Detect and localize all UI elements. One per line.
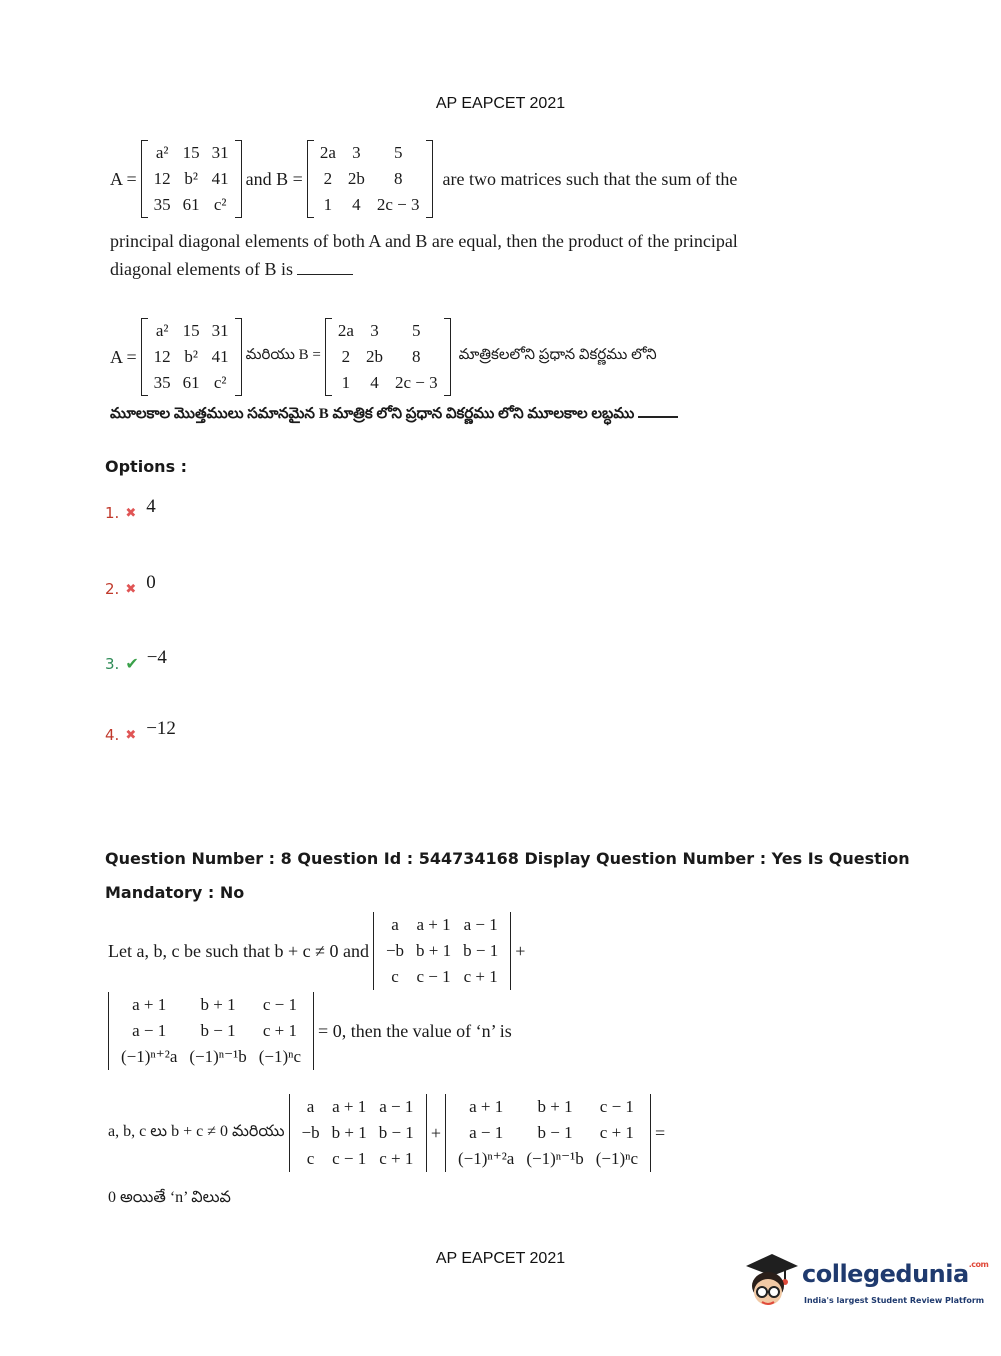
q8-tail: = 0, then the value of ‘n’ is (318, 1020, 512, 1041)
matrix-cell: −b (385, 941, 405, 960)
option-2-value: 0 (146, 572, 156, 593)
matrix-cell: 15 (182, 143, 200, 162)
matrix-cell: 61 (182, 373, 200, 392)
matrix-cell: 2a (337, 321, 354, 340)
brand-name: collegedunia (802, 1260, 969, 1288)
matrix-cell: 2c − 3 (376, 195, 420, 214)
matrix-cell: 3 (370, 321, 379, 340)
matrix-cell: a (391, 915, 399, 934)
matrix-cell: 2a (319, 143, 336, 162)
brand-suffix: .com (968, 1260, 989, 1269)
matrix-cell: 8 (412, 347, 421, 366)
matrix-cell: 8 (393, 169, 403, 188)
matrix-cell: 35 (153, 373, 171, 392)
matrix-a (141, 140, 242, 218)
matrix-cell: 41 (211, 169, 229, 188)
question-8-english (108, 912, 808, 1070)
and-b-label: and B = (245, 168, 303, 189)
matrix-cell: a − 1 (132, 1021, 167, 1040)
mascot-icon (742, 1252, 802, 1314)
option-1 (105, 492, 156, 522)
wrong-icon: ✖ (125, 505, 137, 521)
matrix-cell: c² (213, 195, 227, 214)
matrix-cell: 12 (153, 347, 171, 366)
matrix-cell: a − 1 (379, 1097, 414, 1116)
matrix-cell: c + 1 (262, 1021, 297, 1040)
determinant-2 (108, 992, 314, 1070)
matrix-cell: 15 (182, 321, 200, 340)
matrix-a-label: A = (110, 168, 137, 189)
matrix-cell: b + 1 (537, 1097, 573, 1116)
matrix-cell: 41 (211, 347, 229, 366)
te-text-1: మాత్రికలలోని ప్రధాన వికర్ణము లోని (458, 347, 657, 363)
option-4-number: 4. (105, 726, 120, 744)
matrix-cell: a² (155, 321, 169, 340)
matrix-cell: 2 (341, 347, 351, 366)
question-text-2: principal diagonal elements of both A and B are equal, then the product of the principal (110, 231, 738, 251)
option-2-number: 2. (105, 580, 120, 598)
option-4-value: −12 (146, 718, 176, 739)
answer-blank (297, 262, 353, 275)
te-and-b: మరియు B = (245, 347, 321, 363)
matrix-cell: 5 (412, 321, 421, 340)
matrix-cell: 2c − 3 (394, 373, 438, 392)
option-3 (105, 642, 167, 673)
matrix-cell: a + 1 (416, 915, 451, 934)
matrix-cell: b − 1 (200, 1021, 236, 1040)
matrix-cell: a + 1 (332, 1097, 367, 1116)
matrix-cell: 5 (393, 143, 403, 162)
matrix-cell: (−1)ⁿ⁺²a (121, 1047, 178, 1066)
answer-blank-te (638, 404, 678, 418)
matrix-cell: b − 1 (378, 1123, 414, 1142)
matrix-cell: (−1)ⁿ⁺²a (457, 1149, 515, 1168)
matrix-cell: 4 (370, 373, 379, 392)
matrix-cell: b + 1 (200, 995, 236, 1014)
matrix-cell: c (391, 967, 399, 986)
page-footer: AP EAPCET 2021 (435, 1250, 566, 1267)
question-telugu (110, 318, 750, 426)
wrong-icon: ✖ (125, 581, 137, 597)
matrix-cell: c + 1 (463, 967, 498, 986)
matrix-cell: c + 1 (379, 1149, 414, 1168)
matrix-cell: 31 (211, 143, 229, 162)
matrix-cell: (−1)ⁿc (258, 1047, 302, 1066)
determinant-1 (373, 912, 511, 990)
question-8-meta-line-2: Mandatory : No (105, 883, 245, 902)
matrix-cell: (−1)ⁿc (595, 1149, 639, 1168)
matrix-cell: b² (184, 347, 198, 366)
matrix-cell: c − 1 (599, 1097, 634, 1116)
matrix-cell: a² (155, 143, 169, 162)
q8-te-lead: a, b, c లు b + c ≠ 0 మరియు (108, 1123, 285, 1140)
matrix-cell: c + 1 (599, 1123, 634, 1142)
matrix-cell: b − 1 (537, 1123, 573, 1142)
matrix-cell: 1 (341, 373, 351, 392)
matrix-cell: b² (184, 169, 198, 188)
matrix-cell: b + 1 (416, 941, 452, 960)
matrix-a-label-te: A = (110, 346, 137, 367)
matrix-cell: 2b (365, 347, 383, 366)
collegedunia-logo (742, 1252, 989, 1322)
determinant-2-te (445, 1094, 651, 1172)
option-1-value: 4 (146, 496, 156, 517)
matrix-cell: 35 (153, 195, 171, 214)
brand-tagline: India's largest Student Review Platform (804, 1296, 985, 1305)
matrix-cell: 1 (323, 195, 333, 214)
matrix-cell: (−1)ⁿ⁻¹b (189, 1047, 247, 1066)
matrix-cell: 3 (352, 143, 361, 162)
matrix-cell: 4 (352, 195, 361, 214)
matrix-cell: c − 1 (332, 1149, 367, 1168)
matrix-cell: a + 1 (132, 995, 167, 1014)
matrix-cell: a + 1 (469, 1097, 504, 1116)
page-header: AP EAPCET 2021 (435, 95, 566, 112)
matrix-cell: 2b (347, 169, 365, 188)
matrix-cell: c − 1 (262, 995, 297, 1014)
question-text-3: diagonal elements of B is (110, 259, 293, 279)
matrix-b (307, 140, 433, 218)
option-4 (105, 714, 176, 744)
te-text-2: మూలకాల మొత్తములు సమానమైన B మాత్రిక లోని ప్రధాన వికర్ణము లోని మూలకాల లబ్ధము (110, 406, 635, 422)
option-1-number: 1. (105, 504, 120, 522)
matrix-cell: b − 1 (463, 941, 499, 960)
plus-sign: + (515, 940, 526, 961)
q8-te-line2: 0 అయితే ‘n’ విలువ (108, 1189, 231, 1206)
equals-sign: = (655, 1122, 666, 1143)
check-icon: ✔ (125, 654, 139, 673)
question-8-meta-line-1: Question Number : 8 Question Id : 544734168 Display Question Number : Yes Is Question (105, 849, 910, 868)
matrix-cell: 2 (323, 169, 333, 188)
matrix-cell: c (306, 1149, 315, 1168)
options-heading: Options : (105, 457, 188, 476)
question-8-telugu (108, 1094, 808, 1210)
matrix-cell: c − 1 (416, 967, 451, 986)
option-3-number: 3. (105, 654, 120, 673)
q8-lead: Let a, b, c be such that b + c ≠ 0 and (108, 940, 369, 961)
matrix-cell: a (306, 1097, 315, 1116)
matrix-cell: b + 1 (331, 1123, 367, 1142)
question-8-meta (105, 842, 965, 910)
matrix-cell: a − 1 (463, 915, 498, 934)
matrix-cell: c² (213, 373, 227, 392)
matrix-cell: 61 (182, 195, 200, 214)
matrix-cell: a − 1 (469, 1123, 504, 1142)
question-english (110, 140, 750, 282)
question-text-1: are two matrices such that the sum of the (442, 168, 738, 189)
matrix-a-te (141, 318, 242, 396)
option-3-value: −4 (146, 646, 167, 668)
matrix-b-te (325, 318, 451, 396)
wrong-icon: ✖ (125, 727, 137, 743)
option-2 (105, 568, 156, 598)
matrix-cell: (−1)ⁿ⁻¹b (526, 1149, 584, 1168)
matrix-cell: 12 (153, 169, 171, 188)
matrix-cell: 31 (211, 321, 229, 340)
matrix-cell: −b (301, 1123, 320, 1142)
plus-sign-te: + (430, 1122, 441, 1143)
determinant-1-te (289, 1094, 427, 1172)
